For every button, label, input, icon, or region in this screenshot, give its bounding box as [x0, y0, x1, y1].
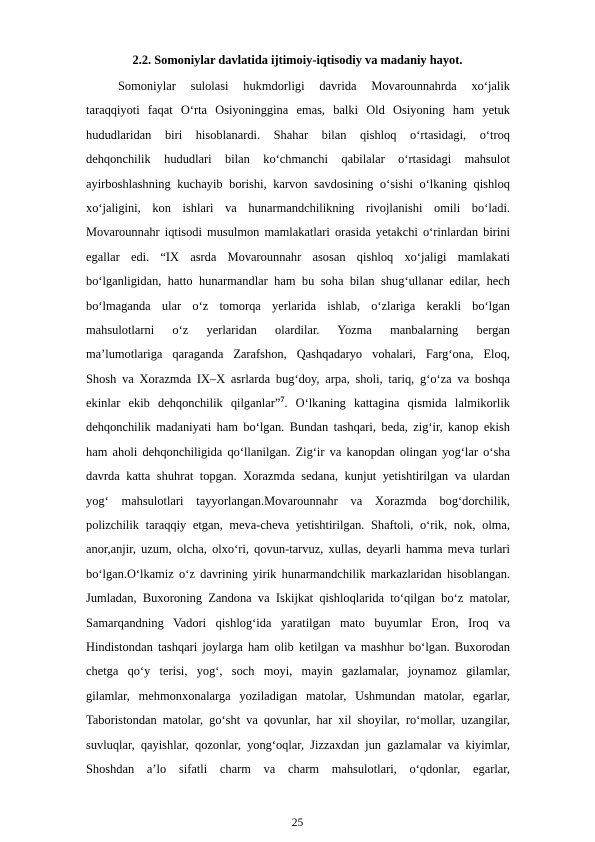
text-line: bo‘lgan.O‘lkamiz o‘z davrining yirik hunarmandchilik markazlaridan hisoblangan.: [86, 566, 510, 581]
text-line: ayirboshlashning kuchayib borishi, karvon savdosining o‘sishi o‘lkaning qishloq: [86, 176, 510, 191]
text-line: egallar edi. “IX asrda Movarounnahr asosan qishloq xo‘jaligi mamlakati: [86, 249, 510, 264]
text-line: ham aholi dehqonchiligida qo‘llanilgan. Zig‘ir va kanopdan olingan yog‘lar o‘sha: [86, 444, 510, 459]
text-line: gilamlar, mehmonxonalarga yoziladigan matolar, Ushmundan matolar, egarlar,: [86, 688, 510, 703]
text-line-with-footnote: [86, 391, 510, 415]
text-line: bo‘lmaganda ular o‘z tomorqa yerlarida ishlab, o‘zlariga kerakli bo‘lgan: [86, 298, 510, 313]
text-line: hududlaridan biri hisoblanardi. Shahar bilan qishloq o‘rtasidagi, o‘troq: [86, 127, 510, 142]
text-line: davrda katta shuhrat topgan. Xorazmda sedana, kunjut yetishtirilgan va ulardan: [86, 469, 510, 484]
text-segment: ekinlar ekib dehqonchilik qilganlar”: [86, 396, 281, 411]
text-line: ma’lumotlariga qaraganda Zarafshon, Qashqadaryo vohalari, Farg‘ona, Eloq,: [86, 347, 510, 362]
text-line: anor,anjir, uzum, olcha, olxo‘ri, qovun-tarvuz, xullas, deyarli hamma meva turlari: [86, 542, 510, 557]
text-line: dehqonchilik madaniyati ham bo‘lgan. Bundan tashqari, beda, zig‘ir, kanop ekish: [86, 420, 510, 435]
text-line: Hindistondan tashqari joylarga ham olib ketilgan va mashhur bo‘lgan. Buxorodan: [86, 639, 510, 654]
text-line: Samarqandning Vadori qishlog‘ida yaratilgan mato buyumlar Eron, Iroq va: [86, 615, 510, 630]
text-line: Movarounnahr iqtisodi musulmon mamlakatlari orasida yetakchi o‘rinlardan birini: [86, 225, 510, 240]
text-line: suvluqlar, qayishlar, qozonlar, yong‘oqlar, Jizzaxdan jun gazlamalar va kiyimlar,: [86, 737, 510, 752]
text-line: dehqonchilik hududlari bilan ko‘chmanchi qabilalar o‘rtasidagi mahsulot: [86, 152, 510, 167]
text-line: bo‘lganligidan, hatto hunarmandlar ham bu soha bilan shug‘ullanar edilar, hech: [86, 274, 510, 289]
section-heading: 2.2. Somoniylar davlatida ijtimoiy-iqtisodiy va madaniy hayot.: [132, 53, 463, 67]
text-line: polizchilik taraqqiy etgan, meva-cheva yetishtirilgan. Shaftoli, o‘rik, nok, olma,: [86, 518, 510, 533]
text-line: Somoniylar sulolasi hukmdorligi davrida Movarounnahrda xo‘jalik: [118, 79, 510, 93]
footnote-mark: 7: [280, 394, 285, 404]
page-number: 25: [291, 817, 304, 829]
text-line: Jumladan, Buxoroning Zandona va Iskijkat qishloqlarida to‘qilgan bo‘z matolar,: [86, 591, 510, 606]
text-line: Shoshdan a’lo sifatli charm va charm mahsulotlari, o‘qdonlar, egarlar,: [86, 761, 510, 776]
text-line: mahsulotlarni o‘z yerlaridan olardilar. Yozma manbalarning bergan: [86, 322, 510, 337]
text-line: xo‘jaligini, kon ishlari va hunarmandchilikning rivojlanishi omili bo‘ladi.: [86, 200, 510, 215]
body-text: [86, 74, 510, 781]
text-segment: . O‘lkaning kattagina qismida lalmikorlik: [284, 396, 510, 411]
text-line: Taboristondan matolar, go‘sht va qovunlar, har xil shoyilar, ro‘mollar, uzangilar,: [86, 713, 510, 728]
text-line: Shosh va Xorazmda IX–X asrlarda bug‘doy, arpa, sholi, tariq, g‘o‘za va boshqa: [86, 371, 510, 386]
text-line: yog‘ mahsulotlari tayyorlangan.Movarounnahr va Xorazmda bog‘dorchilik,: [86, 493, 510, 508]
text-line: chetga qo‘y terisi, yog‘, soch moyi, mayin gazlamalar, joynamoz gilamlar,: [86, 664, 510, 679]
text-line: taraqqiyoti faqat O‘rta Osiyoninggina emas, balki Old Osiyoning ham yetuk: [86, 103, 510, 118]
